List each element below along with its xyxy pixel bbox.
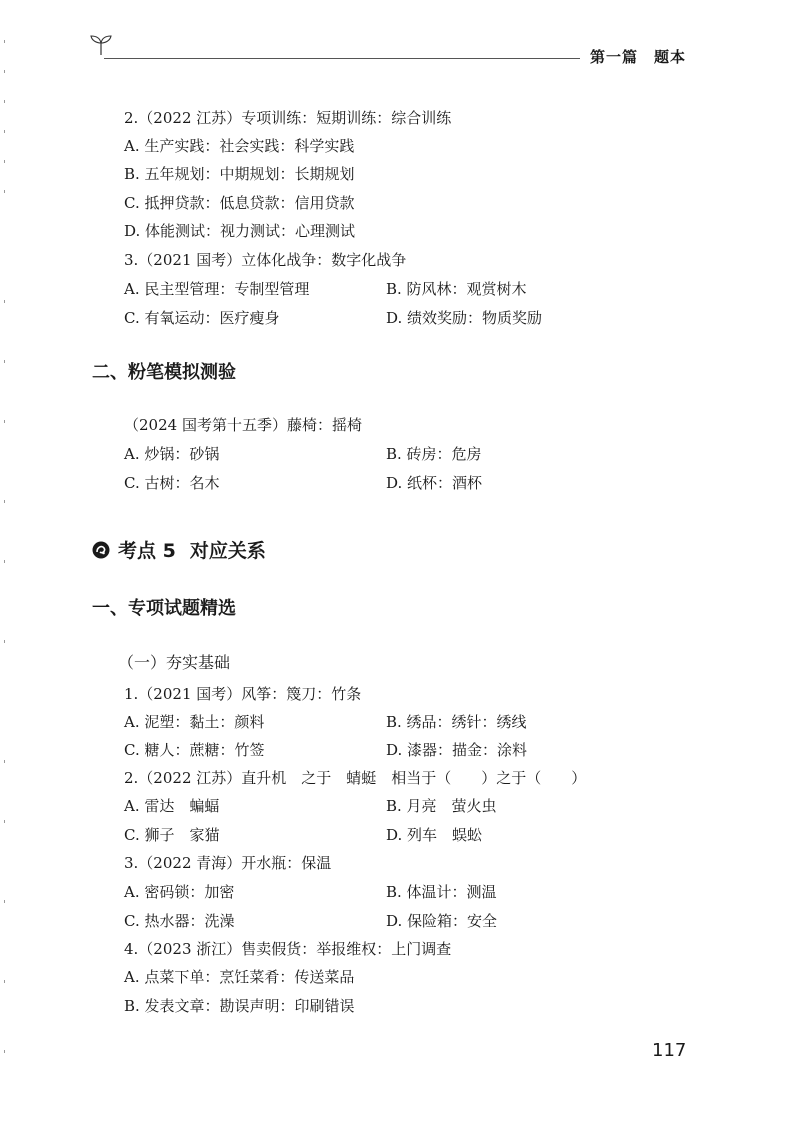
option-b: B. 发表文章：勘误声明：印刷错误 [124,997,355,1015]
question-stem: 1.（2021 国考）风筝：篾刀：竹条 [124,685,362,703]
option-c: C. 狮子 家猫 [124,826,220,844]
header-rule [104,58,580,59]
scan-margin-dots [3,0,6,1130]
page-number: 117 [652,1040,687,1061]
question-stem: 2.（2022 江苏）直升机 之于 蜻蜓 相当于（ ）之于（ ） [124,769,587,787]
option-a: A. 密码锁：加密 [124,883,235,901]
kaodian-label: 考点 5 [118,540,176,562]
header-title: 第一篇 题本 [590,48,687,66]
option-b: B. 体温计：测温 [386,883,497,901]
section-heading: 二、粉笔模拟测验 [92,362,236,383]
option-d: D. 保险箱：安全 [386,912,498,930]
option-a: A. 生产实践：社会实践：科学实践 [124,137,355,155]
option-d: D. 绩效奖励：物质奖励 [386,309,543,327]
option-d: D. 列车 蜈蚣 [386,826,483,844]
question-stem: 3.（2022 青海）开水瓶：保温 [124,854,332,872]
option-a: A. 炒锅：砂锅 [124,445,220,463]
option-b: B. 砖房：危房 [386,445,482,463]
option-b: B. 防风林：观赏树木 [386,280,527,298]
sprout-icon [88,34,114,56]
option-d: D. 纸杯：酒杯 [386,474,483,492]
bullet-swirl-icon [92,541,110,559]
option-c: C. 有氧运动：医疗瘦身 [124,309,280,327]
option-c: C. 古树：名木 [124,474,220,492]
question-stem: 2.（2022 江苏）专项训练：短期训练：综合训练 [124,109,452,127]
option-d: D. 体能测试：视力测试：心理测试 [124,222,356,240]
subsection-heading: （一）夯实基础 [118,653,231,672]
option-c: C. 糖人：蔗糖：竹签 [124,741,265,759]
option-b: B. 月亮 萤火虫 [386,797,497,815]
option-c: C. 抵押贷款：低息贷款：信用贷款 [124,194,355,212]
option-b: B. 五年规划：中期规划：长期规划 [124,165,355,183]
option-a: A. 泥塑：黏土：颜料 [124,713,265,731]
question-stem: 3.（2021 国考）立体化战争：数字化战争 [124,251,407,269]
option-a: A. 点菜下单：烹饪菜肴：传送菜品 [124,968,355,986]
option-c: C. 热水器：洗澡 [124,912,235,930]
option-d: D. 漆器：描金：涂料 [386,741,528,759]
kaodian-title: 对应关系 [189,540,266,562]
question-stem: 4.（2023 浙江）售卖假货：举报维权：上门调查 [124,940,452,958]
kaodian-heading [92,536,266,563]
option-b: B. 绣品：绣针：绣线 [386,713,527,731]
section-heading: 一、专项试题精选 [92,598,236,619]
option-a: A. 民主型管理：专制型管理 [124,280,310,298]
question-stem: （2024 国考第十五季）藤椅：摇椅 [124,416,362,434]
option-a: A. 雷达 蝙蝠 [124,797,220,815]
